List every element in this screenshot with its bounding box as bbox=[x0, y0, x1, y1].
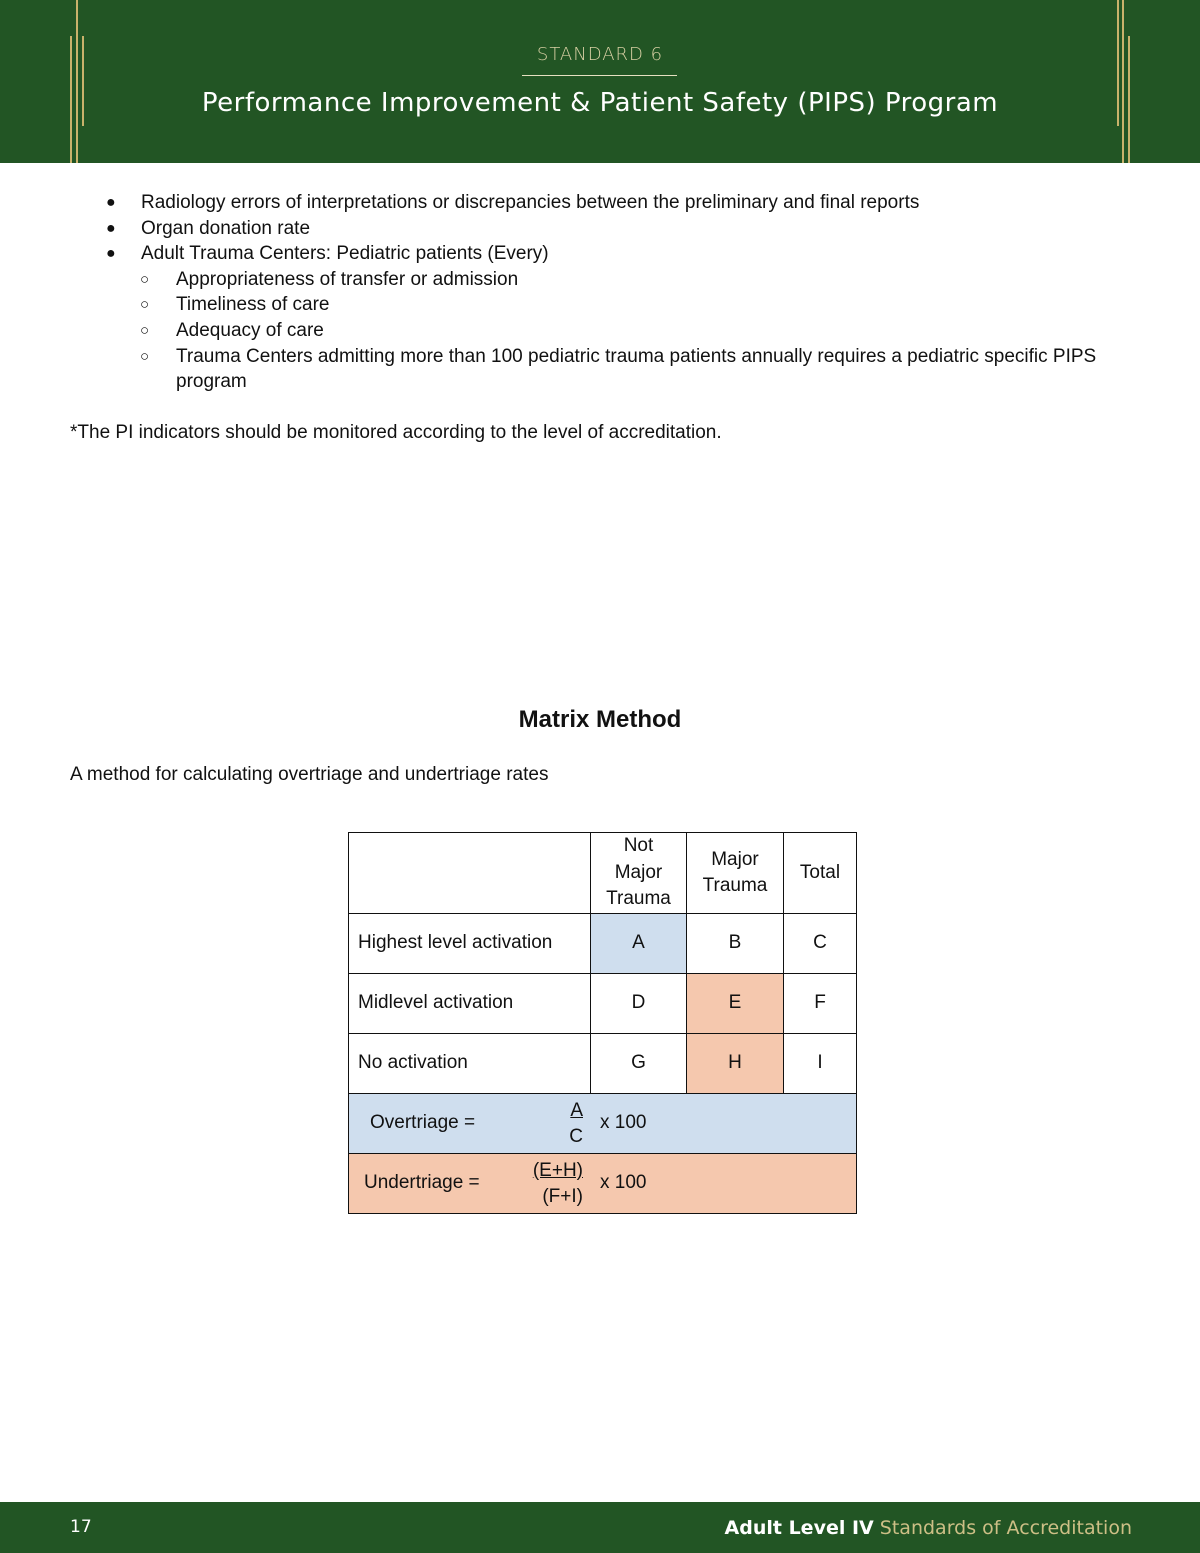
table-cell: A bbox=[591, 914, 687, 974]
table-cell: F bbox=[784, 974, 857, 1034]
footer-title: Adult Level IV Standards of Accreditation bbox=[724, 1517, 1132, 1539]
page-number: 17 bbox=[70, 1517, 92, 1537]
row-label: Highest level activation bbox=[349, 914, 591, 974]
column-header: Total bbox=[784, 833, 857, 914]
overtriage-formula-row bbox=[349, 1094, 857, 1154]
bullet-icon: ● bbox=[106, 219, 116, 237]
table-row bbox=[349, 974, 857, 1034]
triage-matrix-table bbox=[348, 832, 857, 1214]
list-item: ● Adult Trauma Centers: Pediatric patients (Every) bbox=[0, 241, 1200, 267]
indicator-list bbox=[0, 190, 1200, 395]
circle-bullet-icon: ○ bbox=[140, 270, 150, 288]
matrix-description: A method for calculating overtriage and undertriage rates bbox=[70, 764, 549, 785]
overtriage-fraction: $\frac{A}{C}$ bbox=[569, 1100, 583, 1147]
circle-bullet-icon: ○ bbox=[140, 347, 150, 365]
table-header-row bbox=[349, 833, 857, 914]
page-header bbox=[0, 0, 1200, 163]
bullet-icon: ● bbox=[106, 245, 116, 263]
table-cell: E bbox=[687, 974, 784, 1034]
table-cell: D bbox=[591, 974, 687, 1034]
row-label: No activation bbox=[349, 1034, 591, 1094]
page-footer bbox=[0, 1502, 1200, 1553]
column-header: Not Major Trauma bbox=[591, 833, 687, 914]
table-corner-cell bbox=[349, 833, 591, 914]
page-title: Performance Improvement & Patient Safety (PIPS) Program bbox=[201, 88, 999, 118]
row-label: Midlevel activation bbox=[349, 974, 591, 1034]
header-decor-line bbox=[1122, 0, 1124, 163]
undertriage-multiplier: x 100 bbox=[600, 1172, 647, 1193]
table-row bbox=[349, 914, 857, 974]
table-cell: I bbox=[784, 1034, 857, 1094]
matrix-title: Matrix Method bbox=[518, 706, 682, 733]
sub-list-item: ○ Timeliness of care bbox=[0, 292, 1200, 318]
circle-bullet-icon: ○ bbox=[140, 321, 150, 339]
undertriage-label: Undertriage = bbox=[364, 1172, 480, 1193]
circle-bullet-icon: ○ bbox=[140, 296, 150, 314]
overtriage-multiplier: x 100 bbox=[600, 1112, 647, 1133]
undertriage-fraction: $\frac{(E+H)}{(F+I)}$ bbox=[532, 1160, 583, 1207]
sub-list-item: ○ Appropriateness of transfer or admission bbox=[0, 267, 1200, 293]
table-cell: H bbox=[687, 1034, 784, 1094]
list-item: ● Radiology errors of interpretations or discrepancies between the preliminary and final reports bbox=[0, 190, 1200, 216]
table-cell: B bbox=[687, 914, 784, 974]
table-row bbox=[349, 1034, 857, 1094]
header-divider bbox=[522, 75, 677, 76]
table-cell: C bbox=[784, 914, 857, 974]
list-item: ● Organ donation rate bbox=[0, 216, 1200, 242]
bullet-icon: ● bbox=[106, 194, 116, 211]
column-header: Major Trauma bbox=[687, 833, 784, 914]
accreditation-note: *The PI indicators should be monitored according to the level of accreditation. bbox=[70, 422, 722, 443]
table-cell: G bbox=[591, 1034, 687, 1094]
header-decor-line bbox=[76, 0, 78, 163]
sub-list-item: ○ Trauma Centers admitting more than 100 pediatric trauma patients annually requires a pediatric specific PIPS program bbox=[140, 345, 1097, 393]
sub-list-item: ○ Adequacy of care bbox=[0, 318, 1200, 344]
undertriage-formula-row bbox=[349, 1154, 857, 1214]
overtriage-label: Overtriage = bbox=[370, 1112, 476, 1133]
standard-kicker: STANDARD 6 bbox=[536, 44, 664, 65]
